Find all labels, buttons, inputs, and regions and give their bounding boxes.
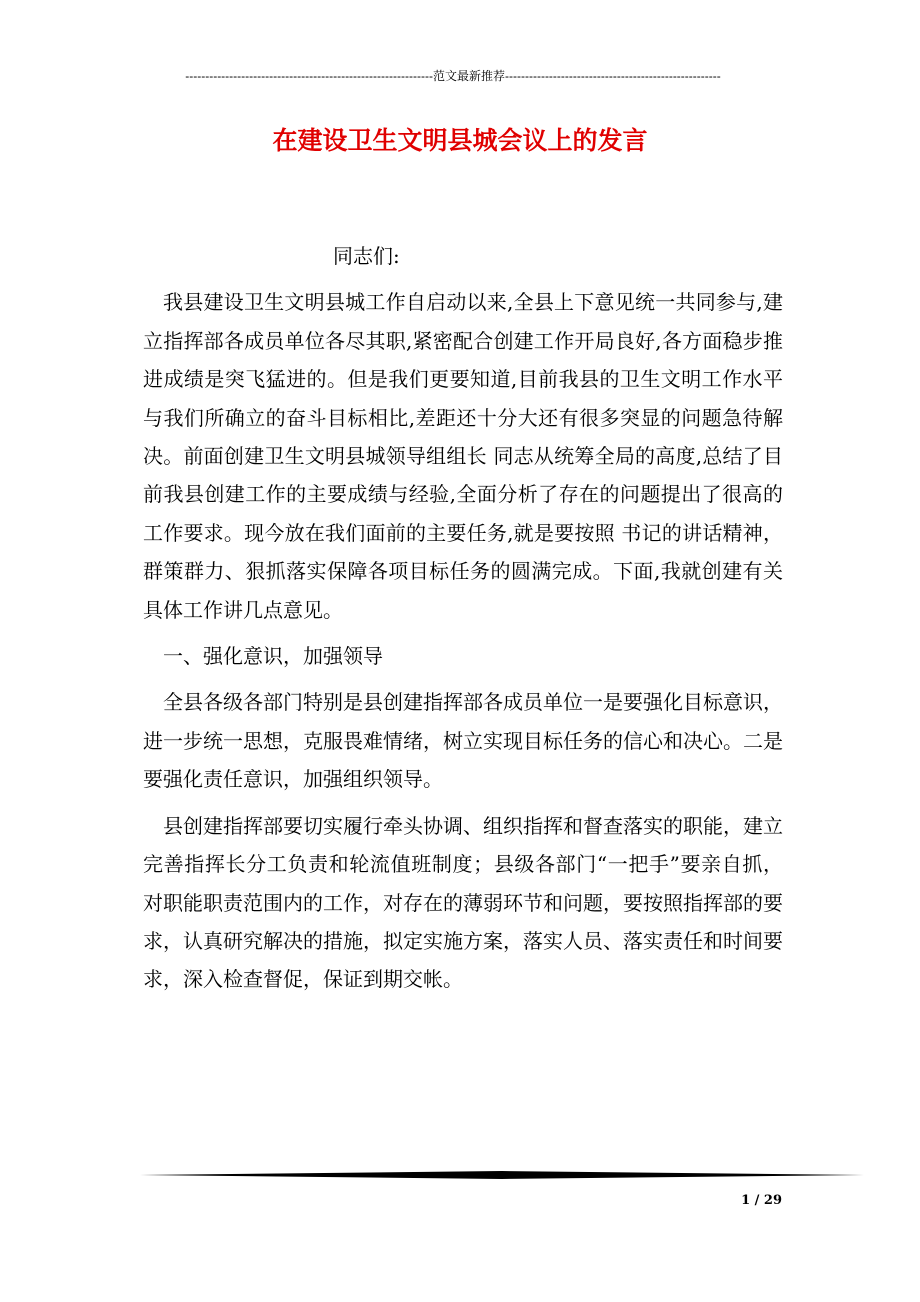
- section-heading: 一、强化意识，加强领导: [163, 644, 383, 669]
- paragraph-intro: 我县建设卫生文明县城工作自启动以来,全县上下意见统一共同参与,建立指挥部各成员单位各尽其职,紧密配合创建工作开局良好,各方面稳步推进成绩是突飞猛进的。但是我们更要知道,目前我县的卫生文明工作水平与我们所确立的奋斗目标相比,差距还十分大还有很多突显的问题急待解决。前面创建卫生文明县城领导组组长 同志从统筹全局的高度,总结了目前我县创建工作的主要成绩与经验,全面分析了存在的问题提出了很高的工作要求。现今放在我们面前的主要任务,就是要按照 书记的讲话精神，群策群力、狠抓落实保障各项目标任务的圆满完成。下面,我就创建有关具体工作讲几点意见。: [143, 290, 783, 622]
- document-title: 在建设卫生文明县城会议上的发言: [272, 126, 648, 155]
- paragraph-body: 全县各级各部门特别是县创建指挥部各成员单位一是要强化目标意识，进一步统一思想，克服畏难情绪，树立实现目标任务的信心和决心。二是要强化责任意识，加强组织领导。: [143, 690, 783, 792]
- footer-rule: [140, 1170, 864, 1180]
- header-banner: --------------------------------------------------------------范文最新推荐------------------------------------------------------: [185, 69, 721, 83]
- page-number: 1 / 29: [741, 1193, 782, 1208]
- document-body: [143, 237, 783, 999]
- greeting: 同志们:: [333, 244, 400, 268]
- paragraph-body: 县创建指挥部要切实履行牵头协调、组织指挥和督查落实的职能，建立完善指挥长分工负责和轮流值班制度；县级各部门“一把手”要亲自抓，对职能职责范围内的工作，对存在的薄弱环节和问题，要按照指挥部的要求，认真研究解决的措施，拟定实施方案，落实人员、落实责任和时间要求，深入检查督促，保证到期交帐。: [143, 813, 783, 992]
